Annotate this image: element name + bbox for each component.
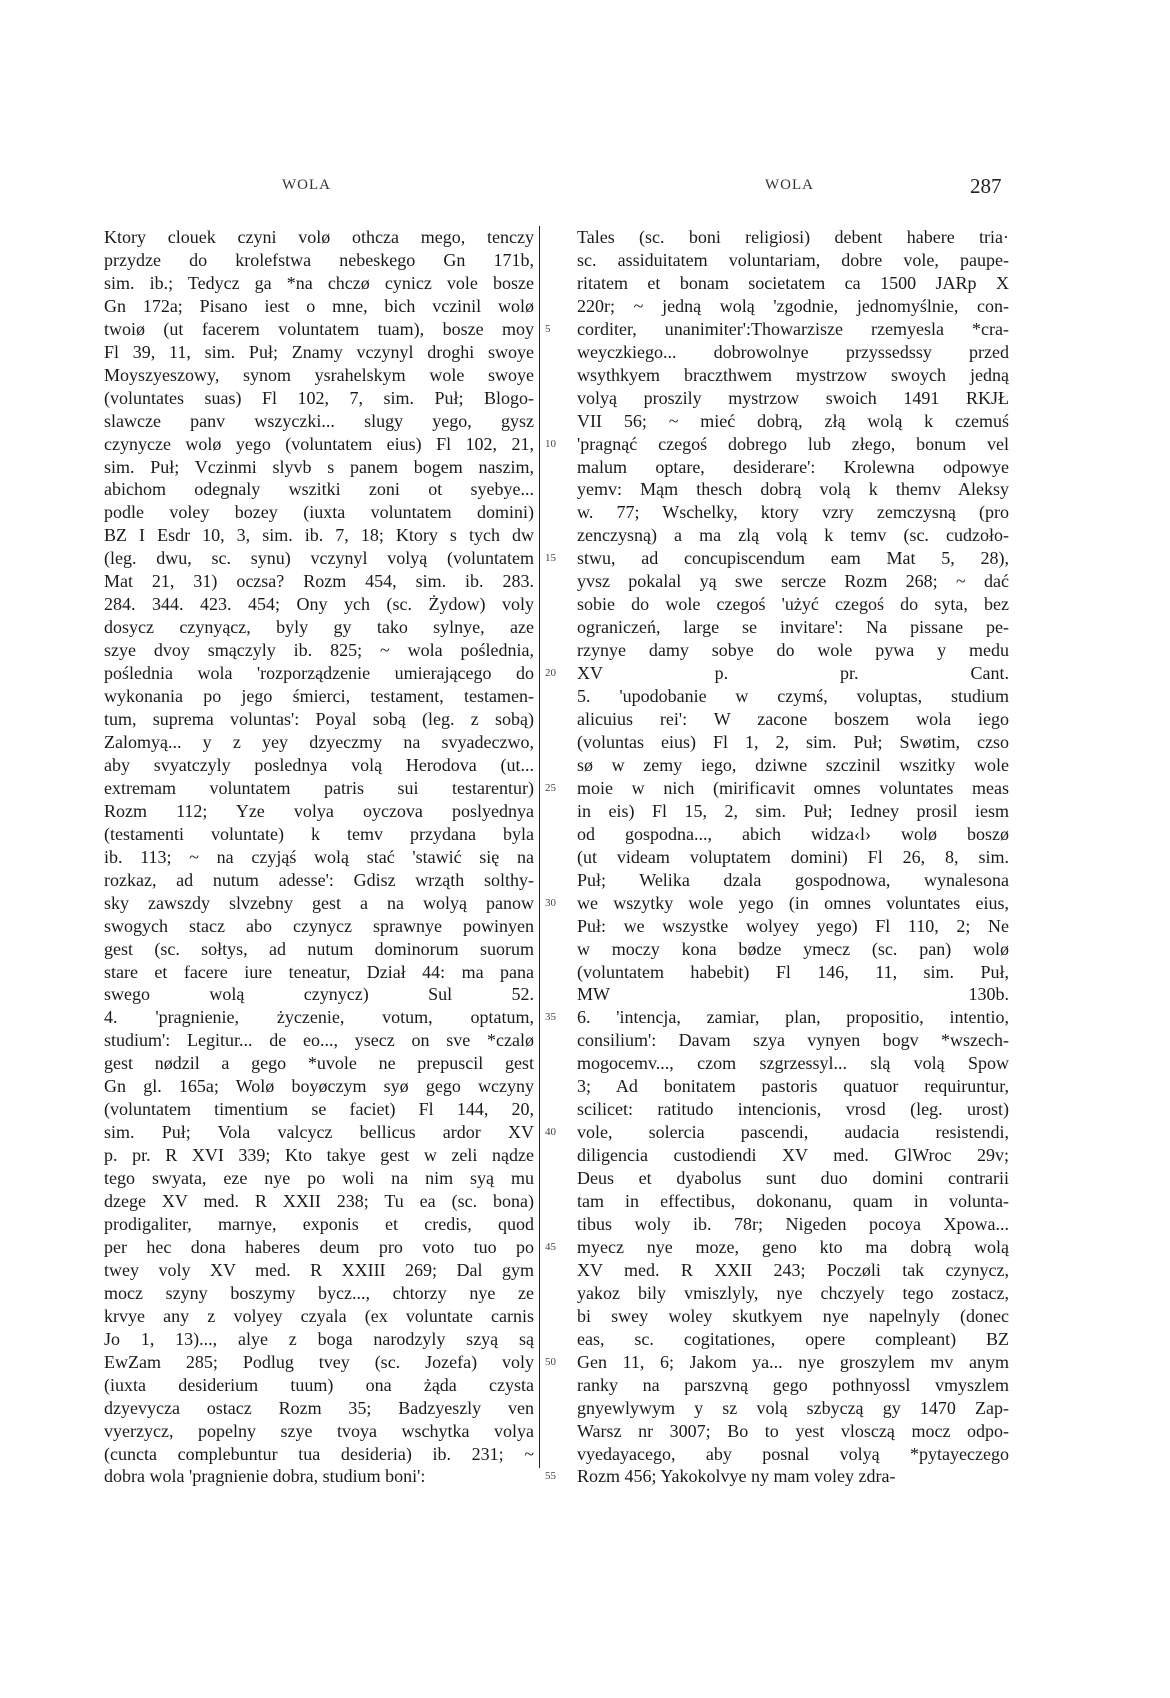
line-number: 55	[545, 1470, 556, 1483]
text-line: dobra wola 'pragnienie dobra, studium boni':	[104, 1466, 426, 1487]
text-line: (ut videam voluptatem domini) Fl 26, 8, sim.	[577, 846, 1009, 867]
text-line: sim. Puł; Vola valcycz bellicus ardor XV	[104, 1122, 534, 1143]
line-number: 40	[545, 1126, 556, 1139]
text-line: scilicet: ratitudo intencionis, vrosd (leg. urost)	[577, 1099, 1009, 1120]
left-column	[104, 226, 534, 1488]
line-number: 35	[545, 1011, 556, 1024]
text-line: Mat 21, 31) oczsa? Rozm 454, sim. ib. 283.	[104, 571, 534, 592]
text-line: abichom odegnaly wszitki zoni ot syebye...	[104, 479, 534, 500]
text-line: twey voly XV med. R XXIII 269; Dal gym	[104, 1259, 534, 1280]
column-divider	[539, 226, 540, 1468]
text-line: 4. 'pragnienie, życzenie, votum, optatum,	[104, 1007, 534, 1028]
line-number: 45	[545, 1240, 556, 1253]
text-line: 3; Ad bonitatem pastoris quatuor requiruntur,	[577, 1076, 1009, 1097]
text-line: eas, sc. cogitationes, opere compleant) BZ	[577, 1328, 1009, 1349]
text-line: ritatem et bonam societatem ca 1500 JARp X	[577, 272, 1009, 293]
text-line: ranky na parszvną gego pothnyossl vmyszlem	[577, 1374, 1009, 1395]
text-line: (voluntates suas) Fl 102, 7, sim. Puł; Blogo-	[104, 387, 534, 408]
text-line: 220r; ~ jedną wolą 'zgodnie, jednomyślnie, con-	[577, 295, 1009, 316]
text-line: tibus woly ib. 78r; Nigeden pocoya Xpowa...	[577, 1213, 1009, 1234]
text-line: Puł: we wszystke wolyey yego) Fl 110, 2; Ne	[577, 915, 1009, 936]
text-line: krvye any z volyey czyala (ex voluntate carnis	[104, 1305, 534, 1326]
line-number: 10	[545, 437, 556, 450]
text-line: slawcze panv wszyczki... slugy yego, gysz	[104, 410, 534, 431]
text-line: Rozm 456; Yakokolvye ny mam voley zdra-	[577, 1466, 896, 1487]
text-line: prodigaliter, marnye, exponis et credis, quod	[104, 1213, 534, 1234]
text-line: in eis) Fl 15, 2, sim. Puł; Iedney prosil iesm	[577, 800, 1009, 821]
text-line: VII 56; ~ mieć dobrą, złą wolą k czemuś	[577, 410, 1009, 431]
text-line: vole, solercia pascendi, audacia resistendi,	[577, 1122, 1009, 1143]
text-line: podle voley bozey (iuxta voluntatem domini)	[104, 502, 534, 523]
text-line: we wszytky wole yego (in omnes voluntates eius,	[577, 892, 1009, 913]
text-line: yemv: Mąm thesch dobrą volą k themv Aleksy	[577, 479, 1009, 500]
text-line: Gen 11, 6; Jakom ya... nye groszylem mv anym	[577, 1351, 1009, 1372]
text-line: Fl 39, 11, sim. Puł; Znamy vczynyl droghi swoye	[104, 341, 534, 362]
text-line: aby svyatczyly poslednya volą Herodova (ut...	[104, 754, 534, 775]
text-line: tum, suprema voluntas': Poyal sobą (leg. z sobą)	[104, 709, 534, 730]
text-line: poślednia wola 'rozporządzenie umierającego do	[104, 663, 534, 684]
text-line: bi swey woley skutkyem nye napelnyly (donec	[577, 1305, 1009, 1326]
text-line: dzege XV med. R XXII 238; Tu ea (sc. bona)	[104, 1191, 534, 1212]
text-line: mogocemv..., czom szgrzessyl... slą volą Spow	[577, 1053, 1009, 1074]
text-line: BZ I Esdr 10, 3, sim. ib. 7, 18; Ktory s tych dw	[104, 525, 534, 546]
text-line: Rozm 112; Yze volya oyczova poslyednya	[104, 800, 534, 821]
text-line: sim. Puł; Vczinmi slyvb s panem bogem naszim,	[104, 456, 534, 477]
text-line: mocz szyny boszymy bycz..., chtorzy nye ze	[104, 1282, 534, 1303]
text-line: przydze do krolefstwa nebeskego Gn 171b,	[104, 249, 534, 270]
text-line: (leg. dwu, sc. synu) vczynyl volyą (voluntatem	[104, 548, 534, 569]
line-number: 20	[545, 667, 556, 680]
text-line: sobie do wole czegoś 'użyć czegoś do syta, bez	[577, 594, 1009, 615]
text-line: gest nødzil a gego *uvole ne prepuscil gest	[104, 1053, 534, 1074]
text-line: diligencia custodiendi XV med. GlWroc 29v;	[577, 1145, 1009, 1166]
right-column	[577, 226, 1009, 1488]
page-number: 287	[970, 174, 1002, 198]
text-line: czynycze wolø yego (voluntatem eius) Fl 102, 21,	[104, 433, 534, 454]
text-line: malum optare, desiderare': Krolewna odpowye	[577, 456, 1009, 477]
text-line: w moczy kona bødze ymecz (sc. pan) wolø	[577, 938, 1009, 959]
text-line: sim. ib.; Tedycz ga *na chczø cynicz vole bosze	[104, 272, 534, 293]
running-header-right: WOLA	[765, 177, 814, 193]
text-line: Gn gl. 165a; Wolø boyøczym syø gego wczyny	[104, 1076, 534, 1097]
text-line: (voluntatem habebit) Fl 146, 11, sim. Puł,	[577, 961, 1009, 982]
text-line: rozkaz, ad nutum adesse': Gdisz wrząth solthy-	[104, 869, 534, 890]
line-number: 25	[545, 781, 556, 794]
text-line: weyczkiego... dobrowolnye przyssedssy przed	[577, 341, 1009, 362]
text-line: MW 130b.	[577, 984, 1009, 1005]
text-line: zenczysną) a ma zlą volą k temv (sc. cudzoło-	[577, 525, 1009, 546]
text-line: (testamenti voluntate) k temv przydana byla	[104, 823, 534, 844]
text-line: p. pr. R XVI 339; Kto takye gest w zeli nądze	[104, 1145, 534, 1166]
text-line: yvsz pokalal yą swe sercze Rozm 268; ~ dać	[577, 571, 1009, 592]
text-line: gest (sc. sołtys, ad nutum dominorum suorum	[104, 938, 534, 959]
text-line: stwu, ad concupiscendum eam Mat 5, 28),	[577, 548, 1009, 569]
text-line: twoiø (ut facerem voluntatem tuam), bosze moy	[104, 318, 534, 339]
line-number: 5	[545, 322, 551, 335]
text-line: moie w nich (mirificavit omnes voluntates meas	[577, 777, 1009, 798]
text-line: tego swyata, eze nye po woli na nim syą mu	[104, 1168, 534, 1189]
text-line: XV p. pr. Cant.	[577, 663, 1009, 684]
text-line: (voluntatem timentium se faciet) Fl 144, 20,	[104, 1099, 534, 1120]
text-line: vyedayacego, aby posnal volyą *pytayeczego	[577, 1443, 1009, 1464]
text-line: Jo 1, 13)..., alye z boga narodzyly szyą są	[104, 1328, 534, 1349]
text-line: Tales (sc. boni religiosi) debent habere tria·	[577, 227, 1009, 247]
line-number: 15	[545, 552, 556, 565]
text-line: alicuius rei': W zacone boszem wola iego	[577, 709, 1009, 730]
text-line: Puł; Welika dzala gospodnowa, wynalesona	[577, 869, 1009, 890]
text-line: (voluntas eius) Fl 1, 2, sim. Puł; Swøtim, czso	[577, 731, 1009, 752]
text-line: 6. 'intencja, zamiar, plan, propositio, intentio,	[577, 1007, 1009, 1028]
text-line: Gn 172a; Pisano iest o mne, bich vczinil wolø	[104, 295, 534, 316]
text-line: sø w zemy iego, dziwne szczinil wszitky wole	[577, 754, 1009, 775]
text-line: stare et facere iure teneatur, Dział 44: ma pana	[104, 961, 534, 982]
text-line: dzyevycza ostacz Rozm 35; Badzyeszly ven	[104, 1397, 534, 1418]
text-line: szye dvoy smączyly ib. 825; ~ wola poślednia,	[104, 640, 534, 661]
text-line: sc. assiduitatem voluntariam, dobre vole, paupe-	[577, 249, 1009, 270]
text-line: Moyszyeszowy, synom ysrahelskym wole swoye	[104, 364, 534, 385]
text-line: (cuncta complebuntur tua desideria) ib. 231; ~	[104, 1443, 534, 1464]
text-line: EwZam 285; Podlug tvey (sc. Jozefa) voly	[104, 1351, 534, 1372]
text-line: tam in effectibus, dokonanu, quam in volunta-	[577, 1191, 1009, 1212]
text-line: 'pragnąć czegoś dobrego lub złego, bonum vel	[577, 433, 1009, 454]
text-line: vyerzycz, popelny szye tvoya wschytka volya	[104, 1420, 534, 1441]
text-line: consilium': Davam szya vynyen bogv *wszech-	[577, 1030, 1009, 1051]
text-line: volyą proszily mystrzow swoich 1491 RKJŁ	[577, 387, 1009, 408]
text-line: Zalomyą... y z yey dzyeczmy na svyadeczwo,	[104, 731, 534, 752]
text-line: wykonania po jego śmierci, testament, testamen-	[104, 686, 534, 707]
text-line: XV med. R XXII 243; Poczøli tak czynycz,	[577, 1259, 1009, 1280]
text-line: sky zawszdy slvzebny gest a na wolyą panow	[104, 892, 534, 913]
text-line: swogych stacz abo czynycz sprawnye powinyen	[104, 915, 534, 936]
text-line: wsythkyem braczthwem mystrzow swoych jedną	[577, 364, 1009, 385]
text-line: myecz nye moze, geno kto ma dobrą wolą	[577, 1236, 1009, 1257]
text-line: od gospodna..., abich widza‹l› wolø boszø	[577, 823, 1009, 844]
text-line: per hec dona haberes deum pro voto tuo po	[104, 1236, 534, 1257]
text-line: Deus et dyabolus sunt duo domini contrarii	[577, 1168, 1009, 1189]
text-line: studium': Legitur... de eo..., ysecz on sve *czalø	[104, 1030, 534, 1051]
line-number: 50	[545, 1355, 556, 1368]
running-header-left: WOLA	[282, 177, 331, 193]
text-line: gnyewlywym y sz volą szbyczą gy 1470 Zap-	[577, 1397, 1009, 1418]
text-line: (iuxta desiderium tuum) ona żąda czysta	[104, 1374, 534, 1395]
text-line: w. 77; Wschelky, ktory vzry zemczysną (pro	[577, 502, 1009, 523]
text-line: rzynye damy sobye do wole pywa y medu	[577, 640, 1009, 661]
text-line: yakoz bily vmiszlyly, nye chczyely tego zostacz,	[577, 1282, 1009, 1303]
text-line: dosycz czynyącz, byly gy tako sylnye, aze	[104, 617, 534, 638]
text-line: extremam voluntatem patris sui testarentur)	[104, 777, 534, 798]
text-line: Warsz nr 3007; Bo to yest vlosczą mocz odpo-	[577, 1420, 1009, 1441]
line-number: 30	[545, 896, 556, 909]
text-line: corditer, unanimiter':Thowarzisze rzemyesla *cra-	[577, 318, 1009, 339]
text-line: ograniczeń, large se invitare': Na pissane pe-	[577, 617, 1009, 638]
text-line: 5. 'upodobanie w czymś, voluptas, studium	[577, 686, 1009, 707]
text-line: ib. 113; ~ na czyjąś wolą stać 'stawić się na	[104, 846, 534, 867]
text-line: 284. 344. 423. 454; Ony ych (sc. Żydow) voly	[104, 594, 534, 615]
text-line: Ktory clouek czyni volø othcza mego, tenczy	[104, 227, 534, 247]
text-line: swego wolą czynycz) Sul 52.	[104, 984, 534, 1005]
